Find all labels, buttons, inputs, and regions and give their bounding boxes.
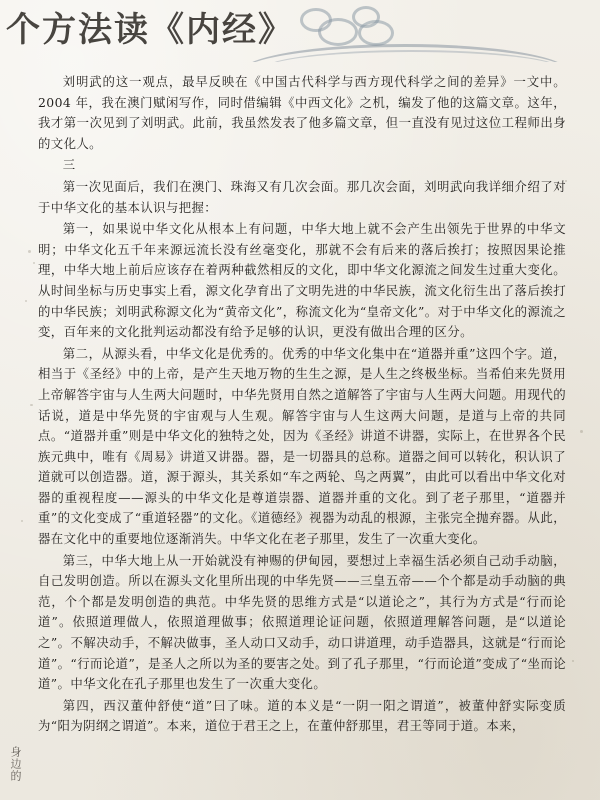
paragraph: 第一，如果说中华文化从根本上有问题，中华大地上就不会产生出领先于世界的中华文明；中华文化五千年来源远流长没有丝毫变化，那就不会有后来的落后挨打；按照因果论推理，中华大地上前后应该存在着两种截然相反的文化，即中华文化源流之间发生过重大变化。从时间坐标与历史事实上看，源文化孕育出了文明先进的中华民族，流文化衍生出了落后挨打的中华民族；刘明武称源文化为“黄帝文化”，称流文化为“皇帝文化”。对于中华文化的源流之变，百年来的文化批判运动都没有给予足够的认识，更没有做出合理的区分。 [38, 221, 566, 340]
paragraph: 刘明武的这一观点，最早反映在《中国古代科学与西方现代科学之间的差异》一文中。2004 年，我在澳门赋闲写作，同时借编辑《中西文化》之机，编发了他的这篇文章。这年，我才第一次见到了刘明武。此前，我虽然发表了他多篇文章，但一直没有见过这位工程师出身的文化人。 [38, 74, 566, 151]
paper-speck [25, 300, 27, 302]
paper-speck [28, 250, 31, 253]
decorative-header-band [0, 0, 600, 62]
paragraph: 第一次见面后，我们在澳门、珠海又有几次会面。那几次会面，刘明武向我详细介绍了对于中华文化的基本认识与把握： [38, 178, 566, 215]
margin-note: 身边的 [9, 746, 22, 782]
paper-speck [21, 520, 23, 522]
paper-speck [33, 262, 35, 264]
body-text [38, 72, 566, 794]
paper-speck [30, 404, 33, 406]
paragraph: 第四，西汉董仲舒使“道”曰了味。道的本义是“一阴一阳之谓道”，被董仲舒实际变质为“阳为阴纲之谓道”。本来，道位于君王之上，在董仲舒那里，君王等同于道。本来， [38, 697, 566, 734]
paragraph: 第三，中华大地上从一开始就没有神赐的伊甸园，要想过上幸福生活必须自己动手动脑，自己发明创造。所以在源头文化里所出现的中华先贤——三皇五帝——个个都是动手动脑的典范，个个都是发明创造的典范。中华先贤的思维方式是“以道论之”，其行为方式是“行而论道”。依照道理做人，依照道理做事；依照道理论证问题，依照道理解答问题，是“以道论之”。不解决动手，不解决做事，圣人动口又动手，动口讲道理，动手造器具，这就是“行而论道”。“行而论道”，是圣人之所以为圣的要害之处。到了孔子那里，“行而论道”变成了“坐而论道”。中华文化在孔子那里也发生了一次重大变化。 [38, 552, 566, 692]
page-title: 个方法读《内经》 [6, 10, 294, 50]
paragraph: 第二，从源头看，中华文化是优秀的。优秀的中华文化集中在“道器并重”这四个字。道，相当于《圣经》中的上帝，是产生天地万物的生生之源，是人生之终极坐标。当希伯来先贤用上帝解答宇宙与人生两大问题时，中华先贤用自然之道解答了宇宙与人生两大问题。用现代的话说，道是中华先贤的宇宙观与人生观。解答宇宙与人生这两大问题，是道与上帝的共同点。“道器并重”则是中华文化的独特之处，因为《圣经》讲道不讲器，实际上，在世界各个民族元典中，唯有《周易》讲道又讲器。器，是一切器具的总称。道器之间可以转化，积认识了道就可以创造器。道，源于源头，其关系如“车之两轮、鸟之两翼”，由此可以看出中华文化对器的重视程度——源头的中华文化是尊道崇器、道器并重的文化。到了老子那里，“道器并重”的文化变成了“重道轻器”的文化。《道德经》视器为动乱的根源，主张完全抛弃器。从此，器在文化中的重要地位逐渐消失。中华文化在老子那里，发生了一次重大变化。 [38, 345, 566, 547]
cloud-ornament-icon [358, 20, 394, 46]
paper-speck [580, 430, 583, 433]
paper-speck [572, 660, 574, 662]
paper-speck [565, 180, 567, 182]
section-number: 三 [62, 157, 76, 173]
cloud-ornament-icon [318, 18, 358, 46]
